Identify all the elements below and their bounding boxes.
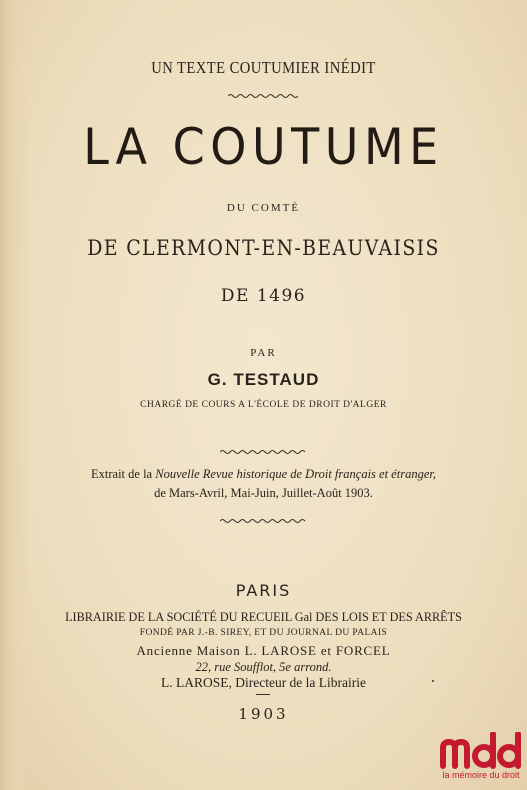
publication-date: 1903 — [238, 705, 289, 723]
extrait-line-1 — [0, 467, 527, 482]
subtitle: UN TEXTE COUTUMIER INÉDIT — [151, 58, 376, 77]
publisher-ancienne-maison: Ancienne Maison L. LAROSE et FORCEL — [136, 643, 391, 658]
publisher-address: 22, rue Soufflot, 5e arrond. — [195, 660, 332, 674]
extrait-line-2: de Mars-Avril, Mai-Juin, Juillet-Août 1903. — [154, 486, 373, 500]
title-du-comte: DU COMTÉ — [226, 202, 301, 214]
publisher-librairie: LIBRAIRIE DE LA SOCIÉTÉ DU RECUEIL Gal DES LOIS ET DES ARRÊTS — [65, 609, 462, 624]
extrait-journal: Nouvelle Revue historique de Droit français et étranger, — [155, 467, 436, 481]
author-par: PAR — [250, 347, 277, 359]
publisher-city: PARIS — [235, 581, 292, 600]
wavy-ornament-top — [228, 93, 298, 99]
author-role: CHARGÉ DE COURS A L'ÉCOLE DE DROIT D'ALGER — [140, 400, 387, 410]
title-year: DE 1496 — [220, 286, 307, 306]
extrait-prefix: Extrait de la — [91, 467, 156, 481]
publisher-fonde: FONDÉ PAR J.-B. SIREY, ET DU JOURNAL DU PALAIS — [139, 628, 388, 638]
wavy-ornament-middle — [220, 449, 306, 455]
mdd-logo-mark — [439, 732, 523, 772]
wavy-ornament-lower — [220, 518, 306, 524]
short-rule — [256, 694, 270, 695]
paper-speck — [432, 680, 434, 682]
page-title: LA COUTUME — [83, 118, 444, 176]
title-region: DE CLERMONT-EN-BEAUVAISIS — [87, 236, 440, 260]
mdd-logo[interactable] — [435, 732, 527, 790]
publisher-director: L. LAROSE, Directeur de la Librairie — [160, 675, 367, 690]
author-name: G. TESTAUD — [207, 370, 320, 389]
logo-tagline: la mémoire du droit — [442, 770, 520, 780]
